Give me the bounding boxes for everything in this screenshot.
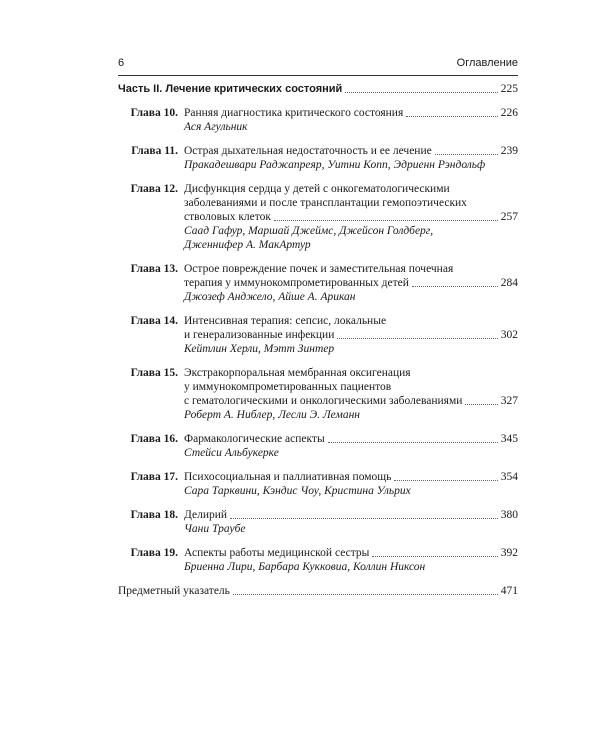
chapter-title: Острая дыхательная недостаточность и ее лечение bbox=[184, 145, 432, 157]
chapter-title-line: Интенсивная терапия: сепсис, локальные bbox=[184, 315, 387, 327]
chapter-number: Глава 15. bbox=[130, 367, 178, 379]
index-page: 471 bbox=[500, 585, 518, 597]
chapter-title-row bbox=[184, 106, 518, 120]
chapter-page: 226 bbox=[500, 107, 518, 119]
chapter-page: 284 bbox=[500, 277, 518, 289]
chapter-title: стволовых клеток bbox=[184, 211, 271, 223]
chapter-entry bbox=[118, 470, 518, 498]
chapter-title: Аспекты работы медицинской сестры bbox=[184, 547, 370, 559]
chapter-title-row bbox=[184, 276, 518, 290]
chapter-title-row bbox=[184, 432, 518, 446]
chapter-title-line: у иммунокомпрометированных пациентов bbox=[184, 381, 392, 393]
chapter-title-line: заболеваниями и после трансплантации гемопоэтических bbox=[184, 197, 467, 209]
chapter-title-line: Острое повреждение почек и заместительная почечная bbox=[184, 263, 454, 275]
chapter-body bbox=[184, 508, 518, 536]
chapter-authors: Стейси Альбукерке bbox=[184, 447, 279, 459]
dot-leader bbox=[233, 594, 498, 595]
chapter-title-row bbox=[184, 546, 518, 560]
chapter-title-row bbox=[184, 394, 518, 408]
chapter-title: Делирий bbox=[184, 509, 228, 521]
dot-leader bbox=[274, 220, 498, 221]
running-header bbox=[118, 57, 518, 73]
chapter-body bbox=[184, 470, 518, 498]
chapter-number: Глава 17. bbox=[130, 471, 178, 483]
chapter-body bbox=[184, 144, 518, 172]
dot-leader bbox=[328, 442, 498, 443]
chapter-entry bbox=[118, 144, 518, 172]
chapter-title: Фармакологические аспекты bbox=[184, 433, 325, 445]
dot-leader bbox=[435, 154, 498, 155]
chapter-body bbox=[184, 366, 518, 422]
dot-leader bbox=[230, 518, 498, 519]
index-title: Предметный указатель bbox=[118, 585, 230, 597]
chapter-page: 354 bbox=[500, 471, 518, 483]
chapter-number: Глава 14. bbox=[130, 315, 178, 327]
chapter-page: 327 bbox=[500, 395, 518, 407]
chapter-title-line: Экстракорпоральная мембранная оксигенация bbox=[184, 367, 411, 379]
index-entry bbox=[118, 584, 518, 598]
chapter-authors: Чани Траубе bbox=[184, 523, 246, 535]
chapter-entry bbox=[118, 262, 518, 304]
chapter-number: Глава 10. bbox=[130, 107, 178, 119]
chapter-number: Глава 12. bbox=[130, 183, 178, 195]
header-rule bbox=[118, 75, 518, 76]
dot-leader bbox=[412, 286, 498, 287]
chapter-list bbox=[118, 106, 518, 574]
chapter-entry bbox=[118, 546, 518, 574]
chapter-page: 392 bbox=[500, 547, 518, 559]
chapter-page: 380 bbox=[500, 509, 518, 521]
dot-leader bbox=[337, 338, 497, 339]
chapter-title: Ранняя диагностика критического состояния bbox=[184, 107, 404, 119]
chapter-title-row bbox=[184, 328, 518, 342]
table-of-contents bbox=[118, 82, 518, 598]
dot-leader bbox=[345, 92, 497, 93]
chapter-body bbox=[184, 182, 518, 252]
dot-leader bbox=[465, 404, 497, 405]
chapter-entry bbox=[118, 366, 518, 422]
chapter-page: 239 bbox=[500, 145, 518, 157]
chapter-page: 257 bbox=[500, 211, 518, 223]
chapter-authors: Пракадешвари Раджапреяр, Уитни Копп, Эдриенн Рэндольф bbox=[184, 159, 486, 171]
chapter-title-row bbox=[184, 508, 518, 522]
dot-leader bbox=[394, 480, 497, 481]
dot-leader bbox=[406, 116, 497, 117]
chapter-number: Глава 16. bbox=[130, 433, 178, 445]
chapter-authors: Саад Гафур, Маршай Джеймс, Джейсон Голдберг, bbox=[184, 225, 434, 237]
page-number: 6 bbox=[118, 57, 125, 69]
chapter-authors: Дженнифер А. МакАртур bbox=[184, 239, 311, 251]
chapter-entry bbox=[118, 314, 518, 356]
chapter-number: Глава 13. bbox=[130, 263, 178, 275]
chapter-page: 345 bbox=[500, 433, 518, 445]
chapter-number: Глава 18. bbox=[130, 509, 178, 521]
chapter-title-row bbox=[184, 470, 518, 484]
chapter-authors: Бриенна Лири, Барбара Кукковиа, Коллин Никсон bbox=[184, 561, 426, 573]
chapter-authors: Роберт А. Ниблер, Лесли Э. Леманн bbox=[184, 409, 360, 421]
chapter-title-line: Дисфункция сердца у детей с онкогематологическими bbox=[184, 183, 450, 195]
chapter-title-row bbox=[184, 210, 518, 224]
chapter-entry bbox=[118, 432, 518, 460]
chapter-title: Психосоциальная и паллиативная помощь bbox=[184, 471, 392, 483]
chapter-authors: Кейтлин Херли, Мэтт Зинтер bbox=[184, 343, 335, 355]
chapter-page: 302 bbox=[500, 329, 518, 341]
header-title: Оглавление bbox=[456, 57, 518, 69]
chapter-title-row bbox=[184, 144, 518, 158]
part-entry bbox=[118, 82, 518, 96]
chapter-body bbox=[184, 106, 518, 134]
chapter-number: Глава 11. bbox=[131, 145, 178, 157]
chapter-title: терапия у иммунокомпрометированных детей bbox=[184, 277, 409, 289]
part-title: Часть II. Лечение критических состояний bbox=[118, 83, 343, 95]
chapter-entry bbox=[118, 508, 518, 536]
chapter-body bbox=[184, 546, 518, 574]
part-page: 225 bbox=[500, 83, 518, 95]
chapter-authors: Ася Агульник bbox=[184, 121, 248, 133]
chapter-entry bbox=[118, 106, 518, 134]
chapter-title: с гематологическими и онкологическими заболеваниями bbox=[184, 395, 463, 407]
chapter-entry bbox=[118, 182, 518, 252]
chapter-number: Глава 19. bbox=[130, 547, 178, 559]
chapter-body bbox=[184, 262, 518, 304]
dot-leader bbox=[372, 556, 497, 557]
chapter-authors: Джозеф Анджело, Айше А. Арикан bbox=[184, 291, 356, 303]
chapter-title: и генерализованные инфекции bbox=[184, 329, 335, 341]
chapter-body bbox=[184, 314, 518, 356]
chapter-authors: Сара Тарквини, Кэндис Чоу, Кристина Ульрих bbox=[184, 485, 411, 497]
chapter-body bbox=[184, 432, 518, 460]
